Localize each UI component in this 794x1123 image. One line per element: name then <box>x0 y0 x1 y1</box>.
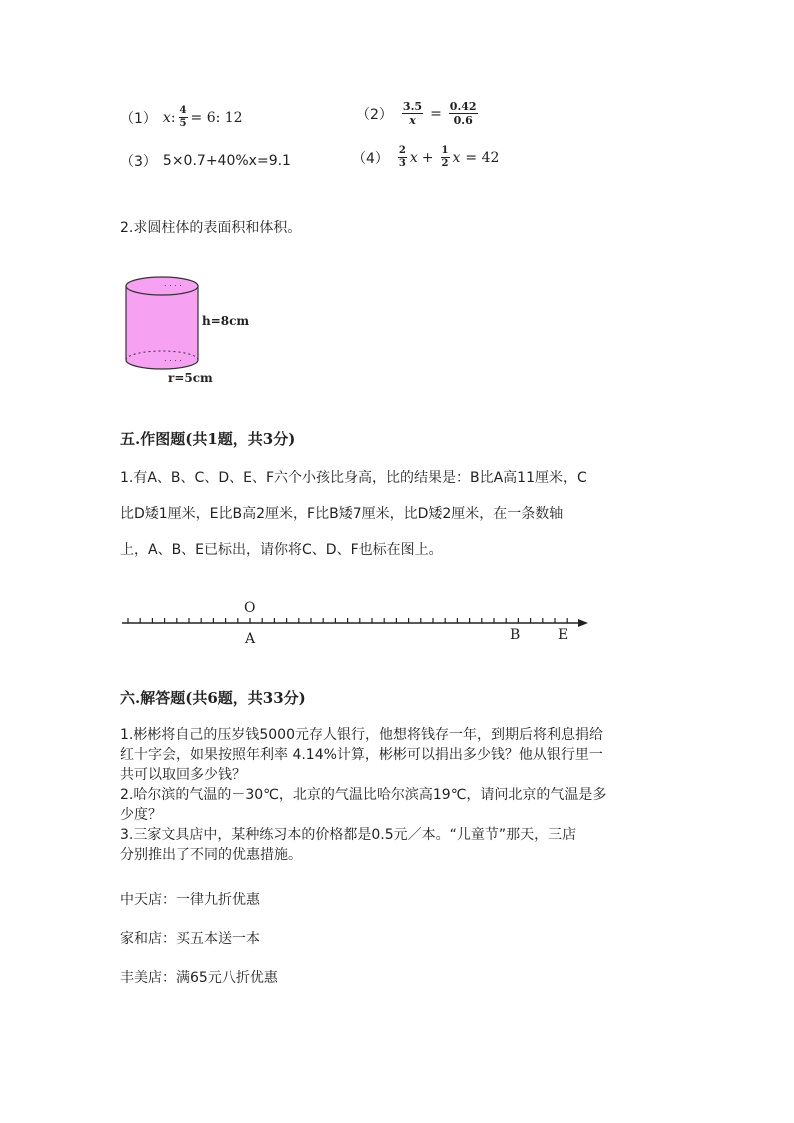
axis-arrow <box>578 619 588 627</box>
question-2-text: 2.求圆柱体的表面积和体积。 <box>120 220 302 236</box>
equation-2 <box>356 101 481 126</box>
fraction <box>179 106 188 129</box>
section-6-heading: 六.解答题(共6题，共33分) <box>120 689 306 707</box>
fraction-2 <box>441 146 450 169</box>
cylinder-body <box>126 286 198 369</box>
equals-sign: = <box>430 105 442 122</box>
section-5-heading: 五.作图题(共1题，共3分) <box>120 430 296 448</box>
numerator: 1 <box>441 145 449 156</box>
colon: : <box>170 109 176 126</box>
equation-rhs: = 6: 12 <box>190 109 243 126</box>
denominator: 5 <box>179 118 187 129</box>
point-e-label: E <box>558 627 569 643</box>
numerator: 3.5 <box>402 100 423 113</box>
number-line <box>118 595 598 650</box>
question-line: 2.哈尔滨的气温的－30℃，北京的气温比哈尔滨高19℃，请问北京的气温是多 <box>120 787 607 803</box>
variable-x: x <box>452 149 461 166</box>
denominator: x <box>409 114 416 127</box>
question-line: 1.彬彬将自己的压岁钱5000元存人银行，他想将钱存一年，到期后将利息捐给 <box>120 727 603 743</box>
question-line: 共可以取回多少钱？ <box>120 767 246 783</box>
top-dots: . . . . <box>164 279 182 288</box>
store-3-offer: 丰美店：满65元八折优惠 <box>120 970 278 986</box>
numerator: 2 <box>398 145 406 156</box>
origin-label: O <box>244 600 256 616</box>
equation-label: （3） <box>120 154 157 170</box>
equation-label: （2） <box>356 106 393 123</box>
question-line: 1.有A、B、C、D、E、F六个小孩比身高，比的结果是：B比A高11厘米，C <box>120 470 587 486</box>
section-6-questions <box>120 725 680 865</box>
equation-label: （4） <box>352 150 389 167</box>
equation-text: 5×0.7+40%x=9.1 <box>162 153 291 169</box>
variable-x: x <box>409 149 418 166</box>
denominator: 0.6 <box>453 114 473 127</box>
equation-label: （1） <box>120 110 157 127</box>
question-line: 分别推出了不同的优惠措施。 <box>120 847 302 863</box>
fraction-right <box>449 101 478 126</box>
variable-x: x <box>162 109 171 126</box>
plus-sign: + <box>421 149 434 166</box>
equation-rhs: = 42 <box>465 149 500 166</box>
point-a-label: A <box>245 631 256 647</box>
numerator: 0.42 <box>449 100 477 113</box>
question-line: 比D矮1厘米，E比B高2厘米，F比B矮7厘米，比D矮2厘米，在一条数轴 <box>120 506 564 522</box>
fraction-1 <box>398 146 407 169</box>
cylinder-top <box>126 277 198 295</box>
equation-1 <box>120 106 243 129</box>
question-line: 红十字会，如果按照年利率 4.14%计算，彬彬可以捐出多少钱？他从银行里一 <box>120 747 603 763</box>
section-5-question <box>120 460 680 568</box>
equation-4 <box>352 146 499 169</box>
cylinder-figure <box>118 270 278 395</box>
number-line-drawing <box>118 595 598 650</box>
question-line: 少度？ <box>120 807 162 823</box>
height-label: h=8cm <box>202 314 250 328</box>
point-b-label: B <box>510 627 521 643</box>
numerator: 4 <box>179 105 187 116</box>
fraction-left <box>402 101 423 126</box>
radius-label: r=5cm <box>168 371 213 385</box>
bottom-dots: . . . . <box>164 354 182 363</box>
equation-3 <box>120 151 291 171</box>
question-line: 上，A、B、E已标出，请你将C、D、F也标在图上。 <box>120 542 443 558</box>
store-2-offer: 家和店：买五本送一本 <box>120 931 260 947</box>
question-line: 3.三家文具店中，某种练习本的价格都是0.5元／本。“儿童节”那天，三店 <box>120 827 577 843</box>
cylinder-drawing <box>118 270 278 395</box>
denominator: 2 <box>441 158 449 169</box>
denominator: 3 <box>398 158 406 169</box>
store-1-offer: 中天店：一律九折优惠 <box>120 892 260 908</box>
